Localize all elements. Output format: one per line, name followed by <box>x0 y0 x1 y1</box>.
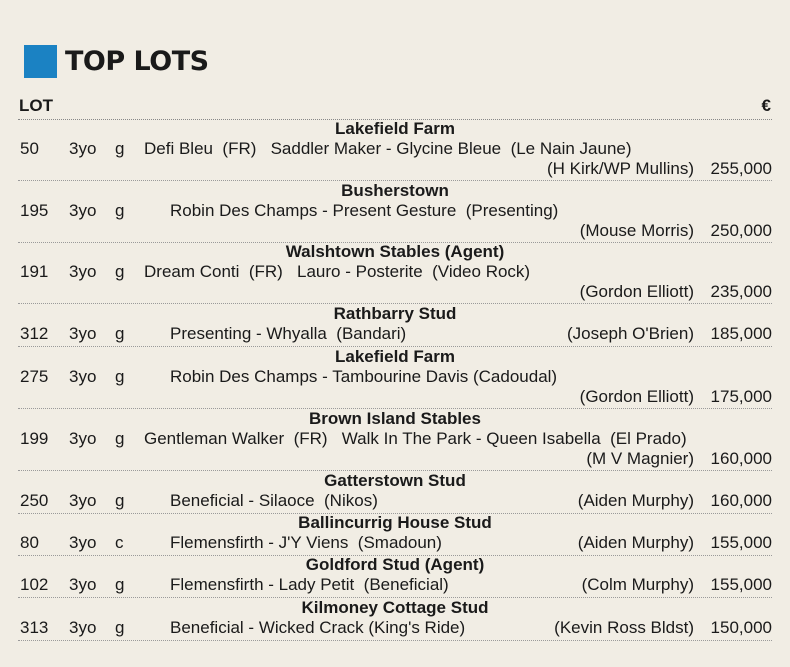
lot-pedigree: Flemensfirth - Lady Petit (Beneficial) <box>170 575 449 594</box>
lot-pedigree: Dream Conti (FR) Lauro - Posterite (Video Rock) <box>144 262 531 281</box>
lot-buyer: (Mouse Morris) <box>579 221 694 240</box>
lot-sex: g <box>115 367 125 386</box>
vendor-name: Lakefield Farm <box>335 347 455 366</box>
section-title: TOP LOTS <box>65 45 209 77</box>
lot-price: 250,000 <box>710 221 772 240</box>
lot-pedigree: Beneficial - Wicked Crack (King's Ride) <box>170 618 466 637</box>
lot-price: 175,000 <box>710 387 772 406</box>
lot-sex: g <box>115 201 125 220</box>
lot-pedigree: Defi Bleu (FR) Saddler Maker - Glycine Bleue (Le Nain Jaune) <box>144 139 632 158</box>
lot-sex: g <box>115 618 125 637</box>
lot-pedigree: Presenting - Whyalla (Bandari) <box>170 324 407 343</box>
lot-age: 3yo <box>69 575 97 594</box>
vendor-name: Goldford Stud (Agent) <box>305 555 485 574</box>
lot-price: 155,000 <box>710 575 772 594</box>
vendor-name: Brown Island Stables <box>309 409 481 428</box>
lot-sex: g <box>115 429 125 448</box>
lot-buyer: (Aiden Murphy) <box>577 533 694 552</box>
lot-price: 235,000 <box>710 282 772 301</box>
lot-column-header: LOT <box>19 96 53 115</box>
lot-pedigree: Flemensfirth - J'Y Viens (Smadoun) <box>170 533 442 552</box>
lot-number: 80 <box>20 533 39 552</box>
lot-pedigree: Beneficial - Silaoce (Nikos) <box>170 491 378 510</box>
lot-number: 250 <box>20 491 49 510</box>
lot-age: 3yo <box>69 262 97 281</box>
vendor-name: Rathbarry Stud <box>333 304 457 323</box>
vendor-name: Gatterstown Stud <box>324 471 466 490</box>
lot-number: 275 <box>20 367 49 386</box>
lot-price: 150,000 <box>710 618 772 637</box>
lot-age: 3yo <box>69 491 97 510</box>
lot-buyer: (Joseph O'Brien) <box>566 324 694 343</box>
lot-buyer: (Kevin Ross Bldst) <box>554 618 694 637</box>
lot-number: 312 <box>20 324 49 343</box>
lot-age: 3yo <box>69 139 97 158</box>
vendor-name: Ballincurrig House Stud <box>298 513 492 532</box>
lot-buyer: (Gordon Elliott) <box>579 282 694 301</box>
lot-pedigree: Gentleman Walker (FR) Walk In The Park - Queen Isabella (El Prado) <box>144 429 687 448</box>
lot-age: 3yo <box>69 324 97 343</box>
top-lots-panel <box>0 18 790 667</box>
lot-pedigree: Robin Des Champs - Tambourine Davis (Cadoudal) <box>170 367 558 386</box>
lot-buyer: (Colm Murphy) <box>581 575 694 594</box>
lot-number: 199 <box>20 429 49 448</box>
vendor-name: Lakefield Farm <box>335 119 455 138</box>
lot-buyer: (H Kirk/WP Mullins) <box>546 159 694 178</box>
lot-sex: g <box>115 491 125 510</box>
lot-age: 3yo <box>69 533 97 552</box>
lot-entry <box>18 555 772 598</box>
lot-price: 255,000 <box>710 159 772 178</box>
lot-price: 160,000 <box>710 449 772 468</box>
lot-entry <box>18 347 772 409</box>
vendor-name: Walshtown Stables (Agent) <box>285 242 505 261</box>
lot-entry <box>18 471 772 514</box>
lot-sex: g <box>115 324 125 343</box>
vendor-name: Kilmoney Cottage Stud <box>301 598 489 617</box>
lot-number: 191 <box>20 262 49 281</box>
lot-entry <box>18 513 772 556</box>
lot-entry <box>18 409 772 471</box>
lot-entry <box>18 242 772 304</box>
lot-age: 3yo <box>69 201 97 220</box>
lot-entry <box>18 119 772 181</box>
lot-sex: g <box>115 139 125 158</box>
vendor-name: Busherstown <box>341 181 449 200</box>
lot-pedigree: Robin Des Champs - Present Gesture (Presenting) <box>170 201 559 220</box>
lot-age: 3yo <box>69 618 97 637</box>
lot-entry <box>18 181 772 243</box>
lot-buyer: (M V Magnier) <box>586 449 694 468</box>
lot-buyer: (Gordon Elliott) <box>579 387 694 406</box>
lot-price: 155,000 <box>710 533 772 552</box>
lot-sex: g <box>115 262 125 281</box>
lot-price: 160,000 <box>710 491 772 510</box>
lot-age: 3yo <box>69 429 97 448</box>
lot-number: 195 <box>20 201 49 220</box>
lot-age: 3yo <box>69 367 97 386</box>
lot-sex: c <box>115 533 124 552</box>
section-header <box>24 44 209 78</box>
currency-column-header: € <box>761 96 771 115</box>
lot-number: 50 <box>20 139 39 158</box>
lot-number: 313 <box>20 618 49 637</box>
lot-number: 102 <box>20 575 49 594</box>
lot-entry <box>18 304 772 347</box>
lot-entry <box>18 598 772 641</box>
lot-sex: g <box>115 575 125 594</box>
lot-price: 185,000 <box>710 324 772 343</box>
lot-buyer: (Aiden Murphy) <box>577 491 694 510</box>
section-color-block <box>24 45 57 78</box>
